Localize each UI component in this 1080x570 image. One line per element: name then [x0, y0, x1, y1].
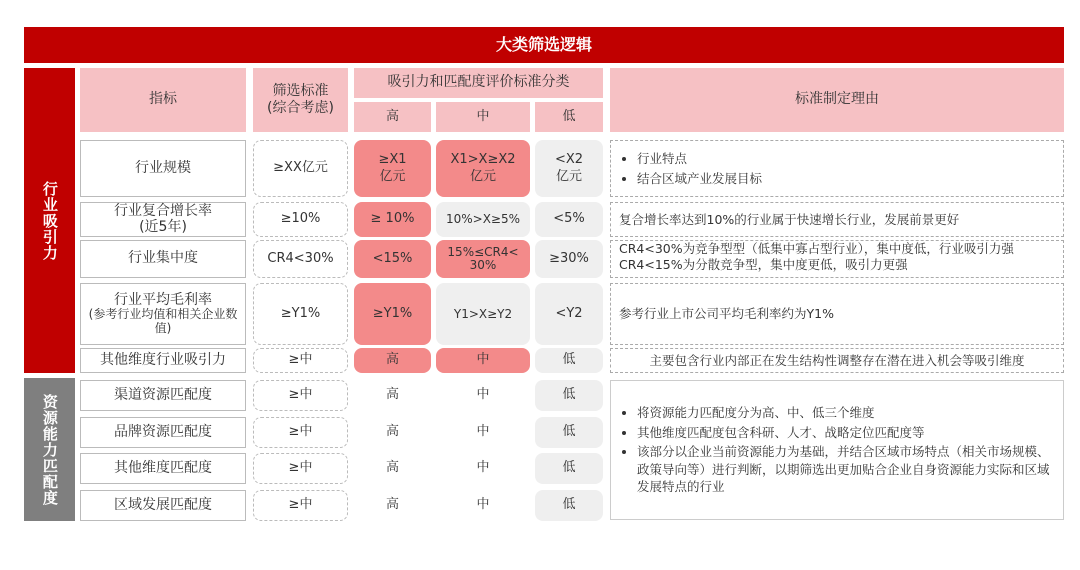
indicator-cell: 行业规模	[80, 140, 246, 197]
low-cell: 低	[535, 417, 603, 448]
indicator-cell: 渠道资源匹配度	[80, 380, 246, 411]
indicator-cell	[80, 283, 246, 345]
reason-cell: 参考行业上市公司平均毛利率约为Y1%	[610, 283, 1064, 345]
indicator-cell: 其他维度行业吸引力	[80, 348, 246, 373]
low-cell: <X2 亿元	[535, 140, 603, 197]
high-cell: 高	[385, 460, 399, 476]
high-cell: ≥ 10%	[354, 202, 431, 237]
indicator-cell: 其他维度匹配度	[80, 453, 246, 484]
reason-item: • 行业特点	[637, 150, 762, 168]
high-cell: 高	[354, 348, 431, 373]
mid-cell: 10%>X≥5%	[436, 202, 530, 237]
indicator-name: 行业平均毛利率	[114, 292, 212, 309]
reason-item: • 该部分以企业当前资源能力为基础，并结合区域市场特点（相关市场规模、政策导向等）进行判断，以期筛选出更加贴合企业自身资源能力实际和区域发展特点的行业	[637, 443, 1055, 496]
mid-cell: X1>X≥X2 亿元	[436, 140, 530, 197]
header-criteria-line1: 筛选标准	[272, 82, 329, 99]
reason-item: • 将资源能力匹配度分为高、中、低三个维度	[637, 404, 1055, 422]
indicator-cell: 行业集中度	[80, 240, 246, 278]
reason-cell	[610, 140, 1064, 197]
header-low: 低	[535, 102, 603, 132]
reason-item: • 结合区域产业发展目标	[637, 170, 762, 188]
criteria-cell: ≥10%	[253, 202, 348, 237]
low-cell: 低	[535, 348, 603, 373]
section-label-attractiveness: 行业吸引力	[24, 68, 75, 373]
header-classification: 吸引力和匹配度评价标准分类	[354, 68, 603, 98]
low-cell: <Y2	[535, 283, 603, 345]
mid-cell: 中	[476, 497, 490, 513]
indicator-sub: (近5年)	[139, 218, 187, 235]
criteria-cell: ≥Y1%	[253, 283, 348, 345]
table-title: 大类筛选逻辑	[24, 27, 1064, 63]
indicator-sub: (参考行业均值和相关企业数值)	[88, 307, 238, 336]
header-mid: 中	[436, 102, 530, 132]
reason-cell: 主要包含行业内部正在发生结构性调整存在潜在进入机会等吸引维度	[610, 348, 1064, 373]
header-high: 高	[354, 102, 431, 132]
mid-cell: 中	[476, 424, 490, 440]
criteria-cell: CR4<30%	[253, 240, 348, 278]
header-criteria	[253, 68, 348, 132]
criteria-cell: ≥中	[253, 453, 348, 484]
reason-item: • 其他维度匹配度包含科研、人才、战略定位匹配度等	[637, 424, 1055, 442]
reason-cell: 复合增长率达到10%的行业属于快速增长行业，发展前景更好	[610, 202, 1064, 237]
resource-reason-cell	[610, 380, 1064, 520]
high-cell: 高	[385, 497, 399, 513]
high-cell: 高	[385, 424, 399, 440]
criteria-cell: ≥XX亿元	[253, 140, 348, 197]
mid-cell: 中	[476, 460, 490, 476]
header-criteria-line2: (综合考虑)	[267, 100, 334, 116]
mid-cell: Y1>X≥Y2	[436, 283, 530, 345]
criteria-cell: ≥中	[253, 380, 348, 411]
high-cell: ≥X1 亿元	[354, 140, 431, 197]
header-reason: 标准制定理由	[610, 68, 1064, 132]
low-cell: <5%	[535, 202, 603, 237]
indicator-cell	[80, 202, 246, 237]
mid-cell: 中	[436, 348, 530, 373]
criteria-cell: ≥中	[253, 490, 348, 521]
reason-line: CR4<30%为竞争型型（低集中寡占型行业），集中度低，行业吸引力强	[619, 241, 1014, 256]
criteria-cell: ≥中	[253, 348, 348, 373]
low-cell: 低	[535, 380, 603, 411]
reason-line: CR4<15%为分散竞争型，集中度更低，吸引力更强	[619, 257, 908, 273]
indicator-cell: 区域发展匹配度	[80, 490, 246, 521]
high-cell: ≥Y1%	[354, 283, 431, 345]
high-cell: 高	[385, 387, 399, 403]
mid-cell: 中	[476, 387, 490, 403]
high-cell: <15%	[354, 240, 431, 278]
section-label-resource-match: 资源能力匹配度	[24, 378, 75, 521]
indicator-cell: 品牌资源匹配度	[80, 417, 246, 448]
reason-cell	[610, 240, 1064, 278]
low-cell: 低	[535, 453, 603, 484]
indicator-name: 行业复合增长率	[114, 203, 212, 220]
low-cell: 低	[535, 490, 603, 521]
mid-cell: 15%≤CR4< 30%	[436, 240, 530, 278]
criteria-cell: ≥中	[253, 417, 348, 448]
header-indicator: 指标	[80, 68, 246, 132]
low-cell: ≥30%	[535, 240, 603, 278]
